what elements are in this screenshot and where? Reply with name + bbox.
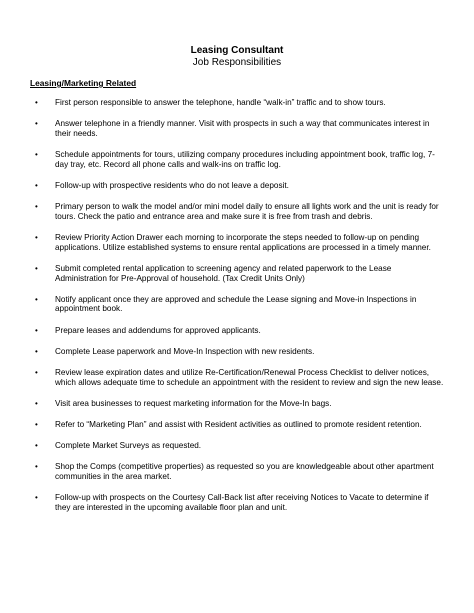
list-item-text: Notify applicant once they are approved and schedule the Lease signing and Move-in Inspections in appointment book. <box>55 294 417 314</box>
list-item-text: Primary person to walk the model and/or mini model daily to ensure all lights work and the unit is ready for tours. Check the patio and entrance area and make sure it is free from trash and debris. <box>55 201 439 221</box>
list-item <box>0 202 445 222</box>
bullet-icon: • <box>35 98 38 107</box>
list-item <box>0 493 445 513</box>
list-item <box>0 347 445 357</box>
list-item-text: Complete Market Surveys as requested. <box>55 440 202 450</box>
bullet-icon: • <box>35 419 38 429</box>
list-item <box>0 181 445 191</box>
bullet-icon: • <box>35 325 38 335</box>
list-item <box>0 295 445 315</box>
bullet-icon: • <box>35 346 38 356</box>
list-item-text: Follow-up with prospective residents who do not leave a deposit. <box>55 180 289 190</box>
list-item <box>0 399 445 409</box>
bullet-icon: • <box>35 398 38 408</box>
list-item-text: Visit area businesses to request marketing information for the Move-In bags. <box>55 398 332 408</box>
list-item-text: Review Priority Action Drawer each morning to incorporate the steps needed to follow-up on pending applications. Utilize established systems to ensure rental applications are processed in a timely manner. <box>55 232 431 252</box>
responsibilities-list <box>0 98 474 524</box>
bullet-icon: • <box>35 440 38 450</box>
list-item-text: Shop the Comps (competitive properties) as requested so you are knowledgeable about other apartment communities in the area market. <box>55 461 434 481</box>
bullet-icon: • <box>35 367 38 377</box>
list-item-text: Complete Lease paperwork and Move-In Inspection with new residents. <box>55 346 315 356</box>
list-item-text: Refer to “Marketing Plan” and assist with Resident activities as outlined to promote resident retention. <box>55 419 422 429</box>
document-subtitle: Job Responsibilities <box>192 57 282 68</box>
list-item <box>0 441 445 451</box>
list-item-text: Schedule appointments for tours, utilizing company procedures including appointment book, traffic log, 7-day tray, etc. Record all phone calls and walk-ins on traffic log. <box>55 149 435 169</box>
bullet-icon: • <box>35 119 38 129</box>
list-item-text: First person responsible to answer the telephone, handle “walk-in” traffic and to show tours. <box>55 98 386 107</box>
bullet-icon: • <box>35 232 38 242</box>
bullet-icon: • <box>35 263 38 273</box>
document-title: Leasing Consultant <box>190 45 284 56</box>
list-item <box>0 264 445 284</box>
list-item <box>0 233 445 253</box>
list-item-text: Prepare leases and addendums for approved applicants. <box>55 325 261 335</box>
list-item <box>0 150 445 170</box>
bullet-icon: • <box>35 149 38 159</box>
bullet-icon: • <box>35 461 38 471</box>
bullet-icon: • <box>35 294 38 304</box>
bullet-icon: • <box>35 180 38 190</box>
list-item <box>0 98 445 108</box>
bullet-icon: • <box>35 492 38 502</box>
list-item <box>0 326 445 336</box>
list-item <box>0 368 445 388</box>
section-heading: Leasing/Marketing Related <box>30 78 137 88</box>
bullet-icon: • <box>35 201 38 211</box>
list-item-text: Review lease expiration dates and utilize Re-Certification/Renewal Process Checklist to deliver notices, which allows adequate time to schedule an appointment with the resident to review and sign the new lease. <box>55 367 444 387</box>
list-item <box>0 462 445 482</box>
list-item <box>0 420 445 430</box>
list-item <box>0 119 445 139</box>
list-item-text: Submit completed rental application to screening agency and related paperwork to the Lease Administration for Pre-Approval of household. (Tax Credit Units Only) <box>55 263 392 283</box>
list-item-text: Follow-up with prospects on the Courtesy Call-Back list after receiving Notices to Vacate to determine if they are interested in the upcoming available floor plan and unit. <box>55 492 429 512</box>
list-item-text: Answer telephone in a friendly manner. Visit with prospects in such a way that communicates interest in their needs. <box>55 119 430 138</box>
